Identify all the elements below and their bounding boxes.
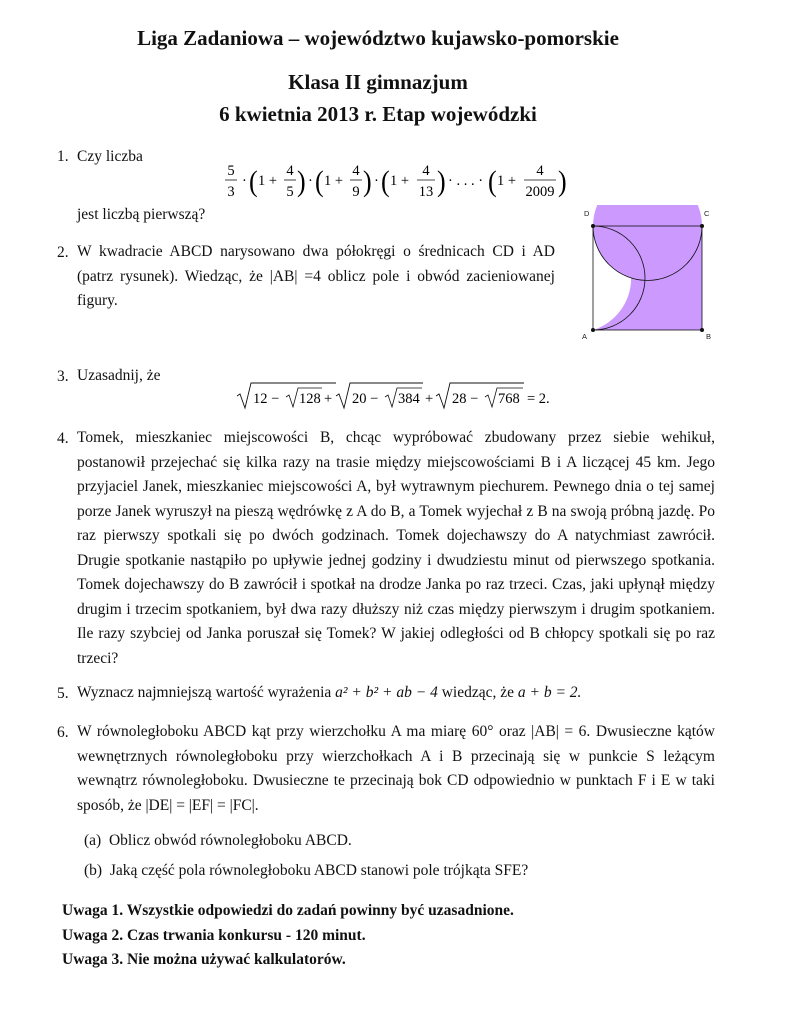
paren-open: (: [488, 165, 497, 199]
condition: a + b = 2.: [517, 684, 582, 701]
expression: a² + b² + ab − 4: [335, 684, 438, 701]
radicand-text: 20 −: [352, 391, 379, 407]
vertex-c: [700, 224, 704, 228]
subpoint-text: Jaką część pola równoległoboku ABCD stanowi pole trójkąta SFE?: [109, 862, 529, 879]
subpoint-text: Oblicz obwód równoległoboku ABCD.: [108, 832, 352, 849]
vertex-a: [591, 328, 595, 332]
radicand-text: 12 −: [253, 391, 280, 407]
page-title: Liga Zadaniowa – województwo kujawsko-pomorskie: [137, 26, 619, 50]
one-plus: 1 +: [324, 173, 344, 189]
problem-number: 4.: [57, 430, 69, 447]
frac-den: 5: [286, 184, 294, 200]
vertex-b: [700, 328, 704, 332]
problem-text: Tomek, mieszkaniec miejscowości B, chcąc wypróbować zbudowany przez siebie wehikuł, postanowił przejechać się kilka razy na trasie między miejscowościami B i A liczącej 45 km. Jego przyjaciel Janek, mieszkaniec miejscowości A, był wytrawnym piechurem. Pewnego dnia o tej samej porze Janek wyruszył na pieszą wędrówkę z A do B, a Tomek wyjechał z B na swoją próbną jazdę. Po raz pierwszy spotkali się po dwóch godzinach. Tomek dojechawszy do A natychmiast zawrócił. Drugie spotkanie nastąpiło po upływie jednej godziny i dwudziestu minut od pierwszego spotkania. Tomek dojechawszy do B zawrócił i spotkał na drodze Janka po raz trzeci. Czas, jaki upłynął między drugim i trzecim spotkaniem, był dwa razy dłuższy niż czas między pierwszym i drugim spotkaniem. Ile razy szybciej od Janka poruszał się Tomek? W jakiej odległości od B chłopcy spotkali się po raz trzeci?: [77, 429, 715, 667]
problem-number: 2.: [57, 244, 69, 261]
paren-close: ): [297, 165, 306, 199]
one-plus: 1 +: [390, 173, 410, 189]
problem-pre: Wyznacz najmniejszą wartość wyrażenia: [77, 684, 332, 701]
problem-number: 3.: [57, 368, 69, 385]
problem-number: 6.: [57, 724, 69, 741]
problem-question: Czy liczba: [77, 148, 143, 165]
problem-text: W równoległoboku ABCD kąt przy wierzchołku A ma miarę 60° oraz |AB| = 6. Dwusieczne kątów wewnętrznych równoległoboku przy wierzchołkach A i B przecinają się w punkcie S leżącym wewnątrz równoległoboku. Dwusieczne te przecinają bok CD odpowiednio w punktach F i E w taki sposób, że |DE| = |EF| = |FC|.: [77, 723, 715, 814]
outer-root: [237, 383, 336, 408]
ellipsis: · . . . ·: [448, 173, 484, 189]
inner-radicand: 128: [299, 391, 321, 407]
inner-radicand: 384: [398, 391, 420, 407]
paren-open: (: [381, 165, 390, 199]
plus-sign: +: [324, 391, 333, 407]
frac-den: 13: [418, 184, 434, 200]
date-line: 6 kwietnia 2013 r. Etap wojewódzki: [219, 102, 537, 126]
frac-num: 4: [286, 163, 294, 179]
one-plus: 1 +: [497, 173, 517, 189]
frac-num: 4: [352, 163, 360, 179]
label-c: C: [704, 209, 710, 218]
dot: ·: [374, 173, 379, 189]
subpoint-label: (b): [84, 862, 103, 879]
subpoint-a: [84, 829, 352, 854]
frac-den: 9: [352, 184, 360, 200]
frac-num: 5: [227, 163, 235, 179]
problem-text: Uzasadnij, że: [77, 367, 161, 384]
equals-rhs: = 2.: [527, 391, 550, 407]
one-plus: 1 +: [258, 173, 278, 189]
frac-den: 3: [227, 184, 235, 200]
paren-close: ): [363, 165, 372, 199]
problem-number: 5.: [57, 685, 69, 702]
paren-open: (: [249, 165, 258, 199]
product-expression: [222, 160, 572, 204]
square-figure: [578, 205, 718, 345]
paren-close: ): [437, 165, 446, 199]
class-line: Klasa II gimnazjum: [288, 70, 468, 94]
note-2: Uwaga 2. Czas trwania konkursu - 120 minut.: [62, 927, 366, 944]
inner-radicand: 768: [498, 391, 520, 407]
dot: ·: [308, 173, 313, 189]
shaded-region: [593, 205, 702, 330]
note-1: Uwaga 1. Wszystkie odpowiedzi do zadań powinny być uzasadnione.: [62, 902, 514, 919]
plus-sign: +: [425, 391, 434, 407]
paren-close: ): [558, 165, 567, 199]
vertex-d: [591, 224, 595, 228]
label-b: B: [706, 332, 712, 341]
dot: ·: [242, 173, 247, 189]
paren-open: (: [315, 165, 324, 199]
subpoint-b: [84, 859, 528, 884]
radical-expression: [236, 380, 566, 412]
note-3: Uwaga 3. Nie można używać kalkulatorów.: [62, 951, 346, 968]
problem-number: 1.: [57, 148, 69, 165]
problem-text: W kwadracie ABCD narysowano dwa półokręgi o średnicach CD i AD (patrz rysunek). Wiedząc, że |AB| =4 oblicz pole i obwód zacieniowanej figury.: [77, 243, 555, 309]
frac-num: 4: [536, 163, 544, 179]
frac-num: 4: [422, 163, 430, 179]
problem-mid: wiedząc, że: [441, 684, 514, 701]
label-a: A: [582, 332, 588, 341]
frac-den: 2009: [525, 184, 555, 200]
radicand-text: 28 −: [452, 391, 479, 407]
problem-tail: jest liczbą pierwszą?: [77, 206, 206, 223]
label-d: D: [584, 209, 590, 218]
subpoint-label: (a): [84, 832, 102, 849]
problem-line: [77, 681, 581, 706]
